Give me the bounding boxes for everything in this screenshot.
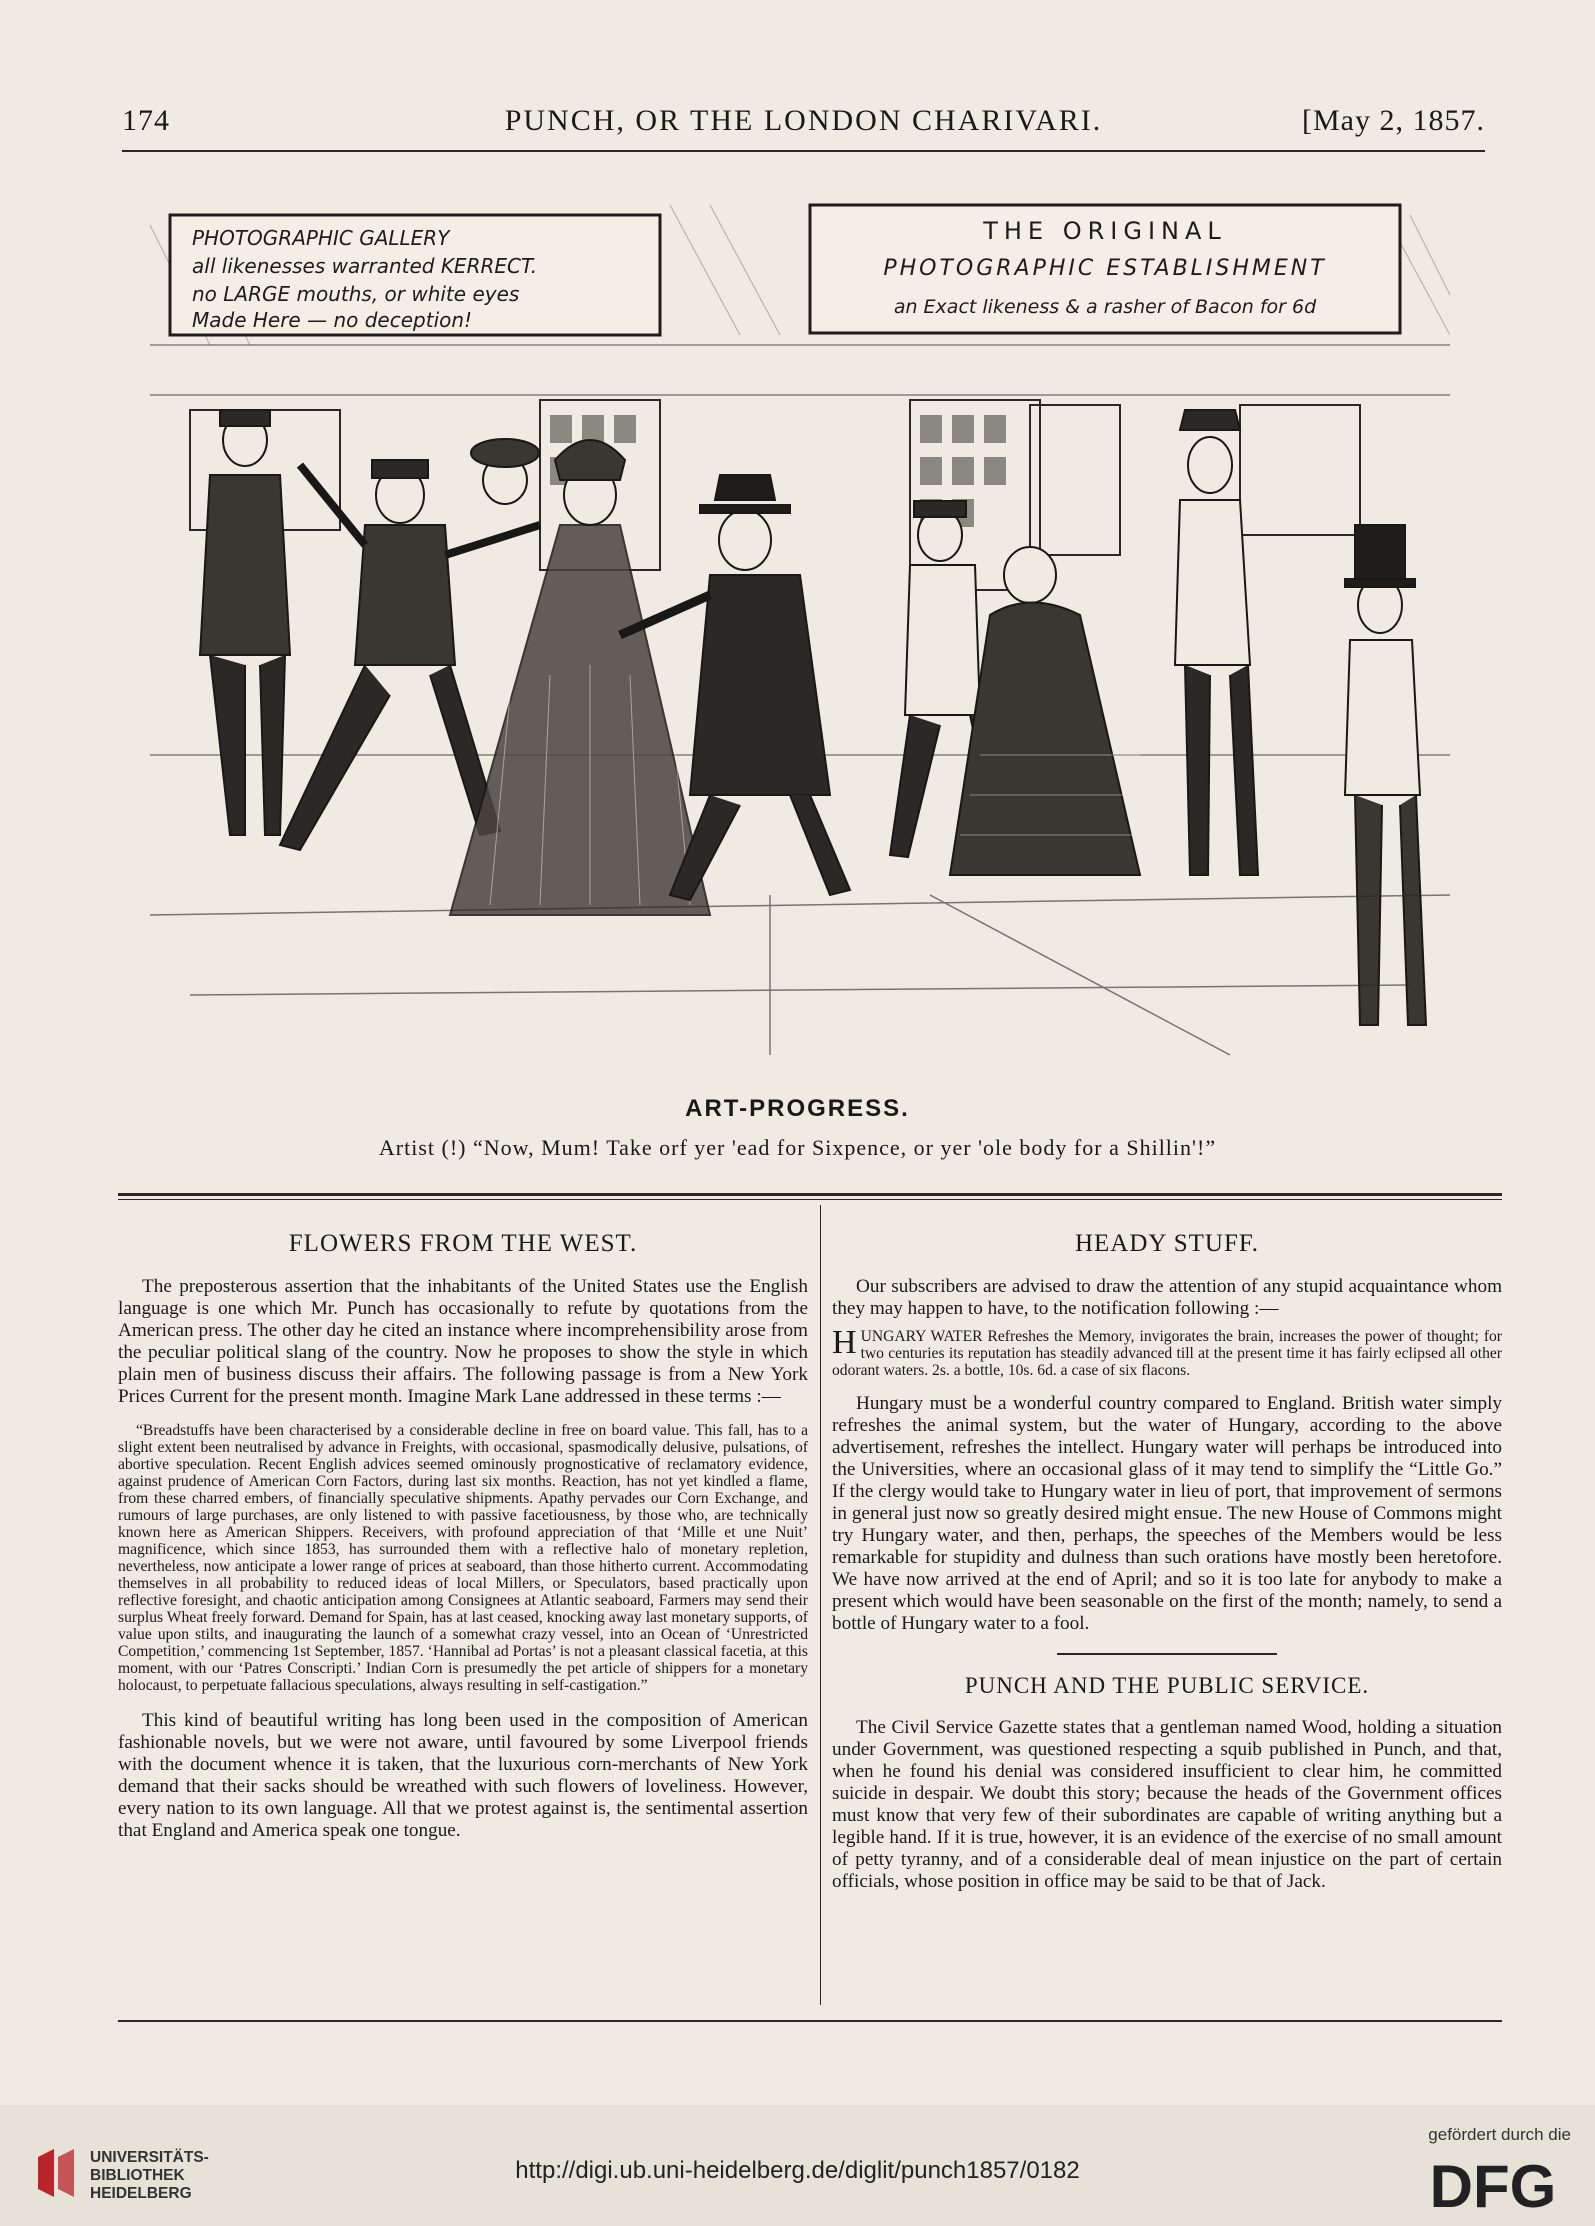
library-line: UNIVERSITÄTS- — [90, 2149, 209, 2166]
article-paragraph: Hungary must be a wonderful country compared to England. British water simply refreshes the animal system, but the water of Hungary, according to the above advertisement, refreshes the intellect. Hungary water will perhaps be introduced into the Universities, where an occasional glass of it may tend to simplify the “Little Go.” If the clergy would take to Hungary water in lieu of port, that improvement of sermons in general just now so greatly desired might ensue. The new House of Commons might try Hungary water, and then, perhaps, the speeches of the Members would be less remarkable for stupidity and dulness than such orations have mostly been heretofore. We have now arrived at the end of April; and so it is too late for anybody to make a present which would have been seasonable on the first of the month; namely, to send a bottle of Hungary water to a fool. — [832, 1393, 1502, 1634]
issue-date: [May 2, 1857. — [1302, 104, 1485, 137]
page-number: 174 — [122, 104, 170, 137]
funding-note: gefördert durch die — [1428, 2125, 1571, 2144]
dfg-logo — [1413, 2151, 1573, 2217]
sign-left-line-3: no LARGE mouths, or white eyes — [192, 282, 520, 306]
cartoon-illustration — [150, 195, 1450, 1085]
section-rule — [118, 1193, 1502, 1196]
article-paragraph: The Civil Service Gazette states that a gentleman named Wood, holding a situation under Government, was questioned respecting a squib published in Punch, and that, when he found his denial was considered insufficient to clear him, he committed suicide in despair. We doubt this story; because the heads of the Government offices must know that very few of their subordinates are capable of writing anything but a legible hand. If it is true, however, it is an evidence of the exercise of no small amount of petty tyranny, and of a considerable deal of mean injustice on the part of certain officials, whose position in office may be said to be that of Jack. — [832, 1717, 1502, 1892]
advertisement — [832, 1324, 1502, 1379]
dfg-logo-text: DFG — [1429, 2153, 1557, 2217]
bottom-rule — [118, 2020, 1502, 2022]
header-rule — [122, 150, 1485, 152]
library-line: BIBLIOTHEK — [90, 2167, 185, 2184]
advertisement-text: UNGARY WATER Refreshes the Memory, invigorates the brain, increases the power of thought; for two centuries its reputation has steadily advanced till at the present time it has fairly eclipsed all other odorant waters. 2s. a bottle, 10s. 6d. a case of six flacons. — [832, 1328, 1502, 1379]
article-quotation: “Breadstuffs have been characterised by a considerable decline in free on board value. This fall, has to a slight extent been neutralised by advance in Freights, with occasional, spasmodically delusive, pulsations, of abortive speculation. Recent English advices seemed ominously prognosticative of reclamatory evidence, against prudence of American Corn Factors, during last six months. Reaction, has not yet kindled a flame, from these charred embers, of financially speculative shipments. Apathy pervades our Corn Exchange, and rumours of large purchases, are only listened to with passive facetiousness, by those who, are technically known here as American Shippers. Receivers, with profound appreciation of that ‘Mille et une Nuit’ magnificence, which since 1853, has surrounded them with a reflective halo of monetary repletion, nevertheless, now anticipate a lower range of prices at seaboard, than those hitherto current. Accommodating themselves in all probability to reduced ideas of local Millers, or Speculators, based practically upon reflective foresight, and chaotic anticipation among Consignees at Atlantic seaboard, Farmers may send their surplus Wheat freely forward. Demand for Spain, has at last ceased, knocking away last monetary supports, of value upon stilts, and inaugurating the launch of a somewhat crazy vessel, into an Ocean of ‘Unrestricted Competition,’ commencing 1st September, 1857. ‘Hannibal ad Portas’ is not a pleasant classical facetia, at this moment, with our ‘Patres Conscripti.’ Indian Corn is presumedly the pet article of shippers for a monetary holocaust, to perpetuate fallacious speculations, always resulting in self-castigation.” — [118, 1422, 808, 1694]
article-divider — [1057, 1653, 1277, 1655]
section-rule-thin — [118, 1199, 1502, 1200]
column-divider — [820, 1205, 821, 2005]
article-heady-stuff — [832, 1230, 1502, 1893]
article-paragraph: This kind of beautiful writing has long been used in the composition of American fashionable novels, but we were not aware, until favoured by some Liverpool friends with the document whence it is taken, that the luxurious corn-merchants of New York demand that their sacks should be wreathed with such flowers of loveliness. However, every nation to its own language. All that we protest against is, the sentimental assertion that England and America speak one tongue. — [118, 1710, 808, 1841]
sign-right-line-2: PHOTOGRAPHIC ESTABLISHMENT — [883, 256, 1327, 281]
sign-left-line-2: all likenesses warranted KERRECT. — [192, 254, 538, 278]
article-heading: PUNCH AND THE PUBLIC SERVICE. — [964, 1673, 1370, 1698]
cartoon-title: ART-PROGRESS. — [685, 1095, 910, 1122]
cartoon-caption: Artist (!) “Now, Mum! Take orf yer 'ead for Sixpence, or yer 'ole body for a Shillin'!” — [378, 1135, 1217, 1160]
sign-left-line-4: Made Here — no deception! — [192, 308, 473, 332]
article-paragraph: Our subscribers are advised to draw the attention of any stupid acquaintance whom they may happen to have, to the notification following :— — [832, 1276, 1502, 1319]
page-header — [122, 104, 1485, 148]
footer-bar — [0, 2105, 1595, 2226]
library-line: HEIDELBERG — [90, 2185, 192, 2202]
article-heading: HEADY STUFF. — [1074, 1230, 1260, 1257]
article-heading: FLOWERS FROM THE WEST. — [288, 1230, 638, 1257]
article-flowers-from-the-west — [118, 1230, 808, 1842]
source-url-link[interactable]: http://digi.ub.uni-heidelberg.de/diglit/punch1857/0182 — [515, 2157, 1080, 2184]
article-paragraph: The preposterous assertion that the inhabitants of the United States use the English language is one which Mr. Punch has occasionally to refute by quotations from the American press. The other day he cited an instance where incomprehensibility arose from the peculiar political slang of the country. Now he proposes to show the style in which plain men of business discuss their affairs. The following passage is from a New York Prices Current for the present month. Imagine Mark Lane addressed in these terms :— — [118, 1276, 808, 1407]
publication-title: PUNCH, OR THE LONDON CHARIVARI. — [504, 104, 1103, 137]
dropcap: H — [832, 1324, 857, 1361]
sign-right-line-3: an Exact likeness & a rasher of Bacon for 6d — [893, 296, 1317, 318]
sign-right-line-1: THE ORIGINAL — [983, 217, 1227, 245]
sign-left-line-1: PHOTOGRAPHIC GALLERY — [192, 226, 450, 250]
